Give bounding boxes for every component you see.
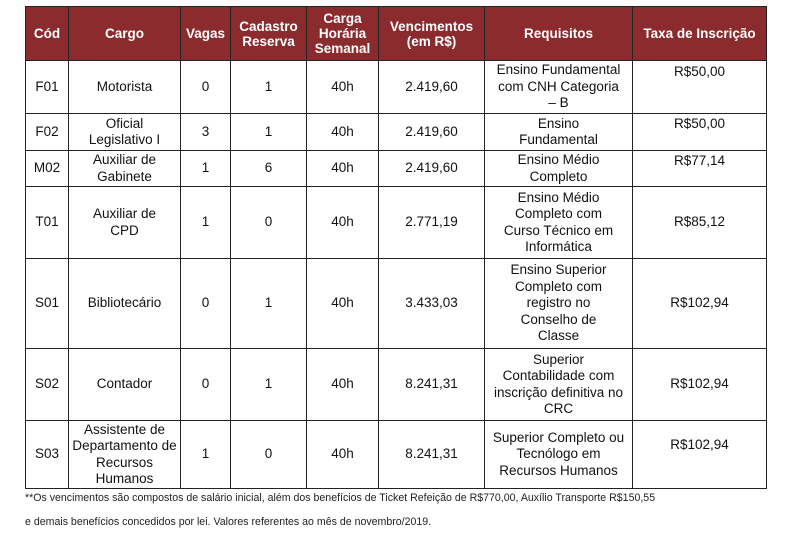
cell-cadastro: 0 <box>231 421 307 489</box>
table-row <box>26 259 767 349</box>
cell-carga: 40h <box>307 259 379 349</box>
cell-vencimentos: 3.433,03 <box>379 259 485 349</box>
cell-cargo: Assistente de Departamento de Recursos Humanos <box>69 421 181 489</box>
table-row <box>26 114 767 151</box>
cell-cargo: Oficial Legislativo I <box>69 114 181 151</box>
cell-cadastro: 0 <box>231 187 307 259</box>
cell-vagas: 1 <box>181 151 231 187</box>
cell-taxa: R$102,94 <box>633 259 767 349</box>
cell-carga: 40h <box>307 349 379 421</box>
cell-carga: 40h <box>307 187 379 259</box>
footnote-line-1: **Os vencimentos são compostos de salário inicial, além dos benefícios de Ticket Refeição de R$770,00, Auxílio Transporte R$150,55 <box>25 492 656 504</box>
header-cargo: Cargo <box>69 7 181 61</box>
cell-requisitos: Ensino Fundamental <box>485 114 633 151</box>
cell-cod: T01 <box>26 187 69 259</box>
cell-carga: 40h <box>307 61 379 114</box>
cell-vencimentos: 8.241,31 <box>379 349 485 421</box>
table-row <box>26 61 767 114</box>
cell-vagas: 0 <box>181 349 231 421</box>
table-row <box>26 421 767 489</box>
header-cod: Cód <box>26 7 69 61</box>
positions-table <box>25 6 767 489</box>
cell-cod: S01 <box>26 259 69 349</box>
header-vencimentos: Vencimentos (em R$) <box>379 7 485 61</box>
table-header-row <box>26 7 767 61</box>
table-row <box>26 187 767 259</box>
cell-cadastro: 1 <box>231 349 307 421</box>
cell-cod: F02 <box>26 114 69 151</box>
cell-taxa: R$85,12 <box>633 187 767 259</box>
cell-cargo: Bibliotecário <box>69 259 181 349</box>
cell-taxa: R$102,94 <box>633 421 767 489</box>
cell-cadastro: 6 <box>231 151 307 187</box>
cell-cargo: Contador <box>69 349 181 421</box>
cell-cod: M02 <box>26 151 69 187</box>
footnote <box>25 486 775 534</box>
cell-cod: F01 <box>26 61 69 114</box>
header-carga-horaria: Carga Horária Semanal <box>307 7 379 61</box>
cell-cod: S03 <box>26 421 69 489</box>
cell-vencimentos: 2.419,60 <box>379 151 485 187</box>
table-row <box>26 349 767 421</box>
cell-cargo: Auxiliar de CPD <box>69 187 181 259</box>
cell-vagas: 3 <box>181 114 231 151</box>
header-cadastro-reserva: Cadastro Reserva <box>231 7 307 61</box>
cell-requisitos: Ensino Médio Completo com Curso Técnico em Informática <box>485 187 633 259</box>
cell-vencimentos: 2.419,60 <box>379 61 485 114</box>
cell-cargo: Motorista <box>69 61 181 114</box>
cell-vencimentos: 8.241,31 <box>379 421 485 489</box>
cell-requisitos: Ensino Superior Completo com registro no Conselho de Classe <box>485 259 633 349</box>
cell-vencimentos: 2.419,60 <box>379 114 485 151</box>
table-row <box>26 151 767 187</box>
cell-vagas: 0 <box>181 259 231 349</box>
cell-taxa: R$50,00 <box>633 61 767 114</box>
cell-requisitos: Ensino Fundamental com CNH Categoria – B <box>485 61 633 114</box>
cell-requisitos: Superior Completo ou Tecnólogo em Recursos Humanos <box>485 421 633 489</box>
cell-cod: S02 <box>26 349 69 421</box>
cell-requisitos: Superior Contabilidade com inscrição definitiva no CRC <box>485 349 633 421</box>
cell-cadastro: 1 <box>231 259 307 349</box>
header-requisitos: Requisitos <box>485 7 633 61</box>
cell-vencimentos: 2.771,19 <box>379 187 485 259</box>
cell-carga: 40h <box>307 114 379 151</box>
cell-vagas: 0 <box>181 61 231 114</box>
footnote-line-2: e demais benefícios concedidos por lei. Valores referentes ao mês de novembro/2019. <box>25 516 432 528</box>
cell-cargo: Auxiliar de Gabinete <box>69 151 181 187</box>
cell-cadastro: 1 <box>231 61 307 114</box>
cell-cadastro: 1 <box>231 114 307 151</box>
cell-taxa: R$77,14 <box>633 151 767 187</box>
header-taxa-inscricao: Taxa de Inscrição <box>633 7 767 61</box>
cell-taxa: R$102,94 <box>633 349 767 421</box>
header-vagas: Vagas <box>181 7 231 61</box>
cell-vagas: 1 <box>181 187 231 259</box>
cell-carga: 40h <box>307 151 379 187</box>
cell-taxa: R$50,00 <box>633 114 767 151</box>
cell-requisitos: Ensino Médio Completo <box>485 151 633 187</box>
cell-carga: 40h <box>307 421 379 489</box>
cell-vagas: 1 <box>181 421 231 489</box>
